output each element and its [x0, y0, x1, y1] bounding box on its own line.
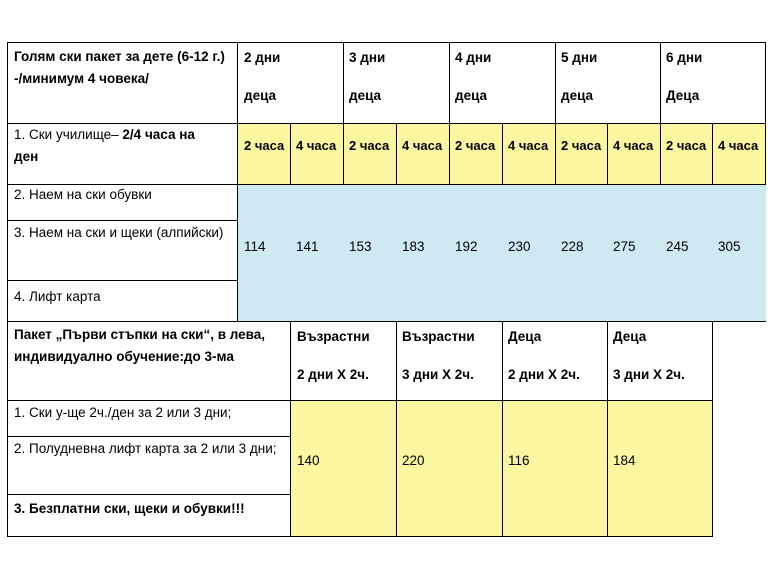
grid-line — [449, 42, 450, 124]
grid-line — [607, 321, 608, 537]
col-sub: 3 дни Х 2ч. — [613, 367, 685, 382]
row-ski-school-prefix: 1. Ски училище– — [14, 127, 123, 142]
row-ski-poles: 3. Наем на ски и щеки (алпийски) — [14, 225, 224, 240]
day-header-4: 4 дни — [455, 50, 492, 65]
hours-cell: 2 часа — [349, 138, 390, 153]
hours-cell: 2 часа — [561, 138, 602, 153]
grid-line — [290, 124, 291, 185]
grid-line — [555, 42, 556, 124]
col-header: Възрастни — [402, 329, 475, 344]
hours-cell: 4 часа — [508, 138, 549, 153]
grid-line — [7, 494, 291, 495]
row-lift-card: 4. Лифт карта — [14, 289, 101, 304]
row-ski-school — [14, 124, 195, 146]
row-ski-school-hours: 2/4 часа на — [122, 127, 195, 142]
row-first-steps-school: 1. Ски у-ще 2ч./ден за 2 или 3 дни; — [14, 405, 232, 420]
price-cell: 184 — [613, 453, 636, 468]
price-cell: 153 — [349, 239, 372, 254]
grid-line — [660, 42, 661, 124]
hours-cell: 2 часа — [244, 138, 285, 153]
day-sub-5: деца — [561, 88, 594, 103]
hours-cell: 4 часа — [613, 138, 654, 153]
row-ski-boots: 2. Наем на ски обувки — [14, 187, 152, 202]
grid-line — [7, 280, 238, 281]
col-header: Деца — [508, 329, 542, 344]
day-header-5: 5 дни — [561, 50, 598, 65]
grid-line — [343, 124, 344, 185]
price-cell: 192 — [455, 239, 478, 254]
price-cell: 116 — [508, 453, 530, 468]
grid-line — [290, 321, 291, 537]
price-cell: 305 — [718, 239, 741, 254]
price-cell: 183 — [402, 239, 425, 254]
grid-line — [7, 42, 8, 321]
price-cell: 228 — [561, 239, 584, 254]
grid-line — [7, 436, 291, 437]
hours-cell: 4 часа — [718, 138, 759, 153]
price-cell: 141 — [296, 239, 319, 254]
grid-line — [7, 220, 238, 221]
row-first-steps-free: 3. Безплатни ски, щеки и обувки!!! — [14, 501, 245, 516]
col-sub: 2 дни Х 2ч. — [508, 367, 580, 382]
day-sub-4: деца — [455, 88, 488, 103]
grid-line — [555, 124, 556, 185]
price-cell: 140 — [297, 453, 320, 468]
hours-cell: 4 часа — [296, 138, 337, 153]
package-title: Голям ски пакет за дете (6-12 г.) -/минимум 4 човека/ — [14, 49, 225, 86]
col-sub: 3 дни Х 2ч. — [402, 367, 474, 382]
grid-line — [660, 124, 661, 185]
hours-cell: 2 часа — [666, 138, 707, 153]
grid-line — [449, 124, 450, 185]
grid-line — [502, 321, 503, 537]
grid-line — [396, 321, 397, 537]
row-ski-school-rest: ден — [14, 149, 39, 164]
grid-line — [396, 124, 397, 185]
row-first-steps-lift: 2. Полудневна лифт карта за 2 или 3 дни; — [14, 441, 277, 456]
price-cell: 275 — [613, 239, 636, 254]
grid-line — [7, 184, 766, 185]
price-cell: 220 — [402, 453, 425, 468]
day-header-6: 6 дни — [666, 50, 703, 65]
day-header-3: 3 дни — [349, 50, 386, 65]
day-sub-3: деца — [349, 88, 382, 103]
hours-cell: 2 часа — [455, 138, 496, 153]
day-header-2: 2 дни — [244, 50, 281, 65]
grid-line — [607, 124, 608, 185]
grid-line — [712, 321, 713, 537]
price-cell: 245 — [666, 239, 689, 254]
price-cell: 114 — [244, 239, 266, 254]
col-sub: 2 дни Х 2ч. — [297, 367, 369, 382]
day-sub-6: Деца — [666, 88, 700, 103]
grid-line — [237, 42, 238, 321]
first-steps-title: Пакет „Първи стъпки на ски“, в лева, индивидуално обучение:до 3-ма — [14, 327, 266, 364]
grid-line — [712, 124, 713, 185]
grid-line — [502, 124, 503, 185]
grid-line — [7, 321, 766, 322]
grid-line — [7, 42, 766, 43]
grid-line — [343, 42, 344, 124]
hours-cell: 4 часа — [402, 138, 443, 153]
col-header: Възрастни — [297, 329, 370, 344]
day-sub-2: деца — [244, 88, 277, 103]
grid-line — [765, 124, 766, 185]
grid-line — [7, 123, 766, 124]
grid-line — [7, 321, 8, 537]
grid-line — [765, 42, 766, 124]
col-header: Деца — [613, 329, 647, 344]
price-cell: 230 — [508, 239, 531, 254]
